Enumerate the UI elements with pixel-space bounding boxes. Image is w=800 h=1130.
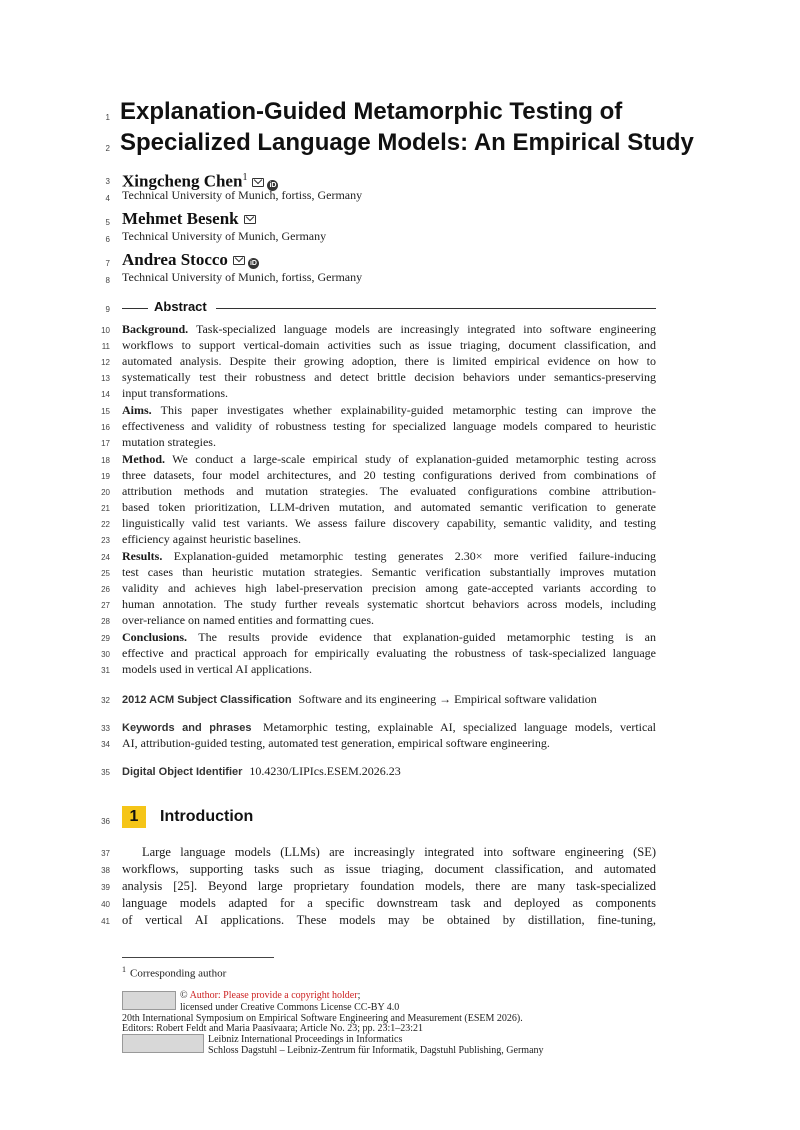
line-number: 6 bbox=[105, 235, 110, 244]
series-line: Leibniz International Proceedings in Informatics bbox=[208, 1034, 403, 1045]
author-footnote-mark: 1 bbox=[242, 172, 248, 183]
author-name: Xingcheng Chen$^1$iD bbox=[122, 171, 277, 191]
paper-title-line-1: Explanation-Guided Metamorphic Testing of bbox=[120, 98, 623, 125]
line-number: 3 bbox=[105, 177, 110, 186]
line-number: 7 bbox=[105, 259, 110, 268]
intro-line: of vertical AI applications. These models may be obtained by distillation, fine-tuning, bbox=[122, 913, 656, 927]
intro-line: workflows, supporting tasks such as issue triaging, document classification, and automated bbox=[122, 862, 656, 876]
intro-line: language models adapted for a specific downstream task and deployed as components bbox=[122, 896, 656, 910]
acm-classification: 2012 ACM Subject Classification Software and its engineering → Empirical software validation bbox=[122, 692, 597, 706]
abstract-line: attribution methods and mutation strategies. The evaluated configurations combine attribution- bbox=[122, 484, 656, 498]
line-number: 2 bbox=[105, 144, 110, 153]
keywords: Keywords and phrases Metamorphic testing, explainable AI, specialized language models, vertical bbox=[122, 720, 656, 734]
line-number: 23 bbox=[101, 536, 110, 545]
abstract-line: Aims. This paper investigates whether explainability-guided metamorphic testing can improve the bbox=[122, 403, 656, 417]
line-number: 25 bbox=[101, 569, 110, 578]
abstract-line: workflows to support vertical-domain activities such as issue triaging, document classification, and bbox=[122, 338, 656, 352]
license-line: licensed under Creative Commons License CC-BY 4.0 bbox=[180, 1002, 400, 1013]
line-number: 39 bbox=[101, 883, 110, 892]
abstract-line: automated analysis. Despite their growing adoption, there is limited empirical evidence on how to bbox=[122, 354, 656, 368]
section-number: 1 bbox=[122, 806, 146, 828]
line-number: 20 bbox=[101, 488, 110, 497]
line-number: 36 bbox=[101, 817, 110, 826]
abstract-line: systematically test their robustness and detect brittle decision behaviors under semantics-preserving bbox=[122, 370, 656, 384]
orcid-icon[interactable]: iD bbox=[269, 181, 277, 189]
line-number: 30 bbox=[101, 650, 110, 659]
author-affiliation: Technical University of Munich, fortiss, Germany bbox=[122, 270, 363, 284]
line-number: 12 bbox=[101, 358, 110, 367]
line-number: 4 bbox=[105, 194, 110, 203]
abstract-heading bbox=[122, 299, 656, 317]
line-number: 31 bbox=[101, 666, 110, 675]
section-title: Introduction bbox=[160, 808, 254, 825]
author-name: Andrea Stocco iD bbox=[122, 250, 257, 269]
line-number: 13 bbox=[101, 374, 110, 383]
line-number: 15 bbox=[101, 407, 110, 416]
line-number: 32 bbox=[101, 696, 110, 705]
cc-license-logo bbox=[122, 991, 176, 1010]
line-number: 11 bbox=[101, 342, 110, 351]
abstract-line: based token prioritization, LLM-driven mutation, and automated semantic verification to generate bbox=[122, 500, 656, 514]
line-number: 29 bbox=[101, 634, 110, 643]
line-number: 35 bbox=[101, 768, 110, 777]
divider bbox=[216, 308, 656, 309]
line-number: 24 bbox=[101, 553, 110, 562]
abstract-line: input transformations. bbox=[122, 386, 228, 400]
author-affiliation: Technical University of Munich, Germany bbox=[122, 229, 327, 243]
line-number: 10 bbox=[101, 326, 110, 335]
intro-line: Large language models (LLMs) are increasingly integrated into software engineering (SE) bbox=[142, 845, 656, 859]
intro-line: analysis [25]. Beyond large proprietary foundation models, there are many task-specialized bbox=[122, 879, 656, 893]
abstract-line: validity and achieves high label-preservation precision among gate-accepted variants according to bbox=[122, 581, 656, 595]
author-name: Mehmet Besenk bbox=[122, 209, 256, 229]
line-number: 21 bbox=[101, 504, 110, 513]
line-number: 27 bbox=[101, 601, 110, 610]
abstract-line: three datasets, four model architectures, and 20 testing configurations derived from combinations of bbox=[122, 468, 656, 482]
line-number: 38 bbox=[101, 866, 110, 875]
section-heading bbox=[122, 806, 253, 828]
lipics-logo bbox=[122, 1034, 204, 1053]
doi-link[interactable]: 10.4230/LIPIcs.ESEM.2026.23 bbox=[249, 764, 401, 778]
abstract-line: over-reliance on named entities and formatting cues. bbox=[122, 613, 374, 627]
line-number: 33 bbox=[101, 724, 110, 733]
footnote-divider bbox=[122, 957, 274, 958]
copyright-line: © Author: Please provide a copyright holder; bbox=[180, 990, 361, 1001]
editors-line: Editors: Robert Feldt and Maria Paasivaara; Article No. 23; pp. 23:1–23:21 bbox=[122, 1023, 424, 1034]
line-number: 26 bbox=[101, 585, 110, 594]
author-affiliation: Technical University of Munich, fortiss, Germany bbox=[122, 188, 363, 202]
paper-title-line-2: Specialized Language Models: An Empirical Study bbox=[120, 129, 694, 156]
abstract-line: linguistically valid test variants. We assess failure discovery capability, semantic validity, and testing bbox=[122, 516, 656, 530]
abstract-line: Method. We conduct a large-scale empirical study of explanation-guided metamorphic testing across bbox=[122, 452, 656, 466]
mail-icon[interactable] bbox=[252, 178, 264, 187]
line-number: 5 bbox=[105, 218, 110, 227]
abstract-line: test cases than heuristic mutation strategies. Semantic verification substantially improves mutation bbox=[122, 565, 656, 579]
line-number: 28 bbox=[101, 617, 110, 626]
line-number: 14 bbox=[101, 390, 110, 399]
line-number: 8 bbox=[105, 276, 110, 285]
abstract-line: effective and practical approach for empirically evaluating the robustness of task-specialized language bbox=[122, 646, 656, 660]
line-number: 37 bbox=[101, 849, 110, 858]
abstract-line: effectiveness and validity of robustness testing for specialized language models compared to heuristic bbox=[122, 419, 656, 433]
abstract-line: Results. Explanation-guided metamorphic testing generates 2.30× more verified failure-inducing bbox=[122, 549, 656, 563]
abstract-line: efficiency against heuristic baselines. bbox=[122, 532, 302, 546]
line-number: 18 bbox=[101, 456, 110, 465]
line-number: 1 bbox=[105, 113, 110, 122]
publisher-line: Schloss Dagstuhl – Leibniz-Zentrum für Informatik, Dagstuhl Publishing, Germany bbox=[208, 1045, 544, 1056]
line-number: 41 bbox=[101, 917, 110, 926]
mail-icon[interactable] bbox=[233, 256, 245, 265]
conference-line: 20th International Symposium on Empirical Software Engineering and Measurement (ESEM 2026). bbox=[122, 1013, 523, 1024]
line-number: 9 bbox=[105, 305, 110, 314]
abstract-line: models used in vertical AI applications. bbox=[122, 662, 312, 676]
abstract-line: Background. Task-specialized language models are increasingly integrated into software engineering bbox=[122, 322, 656, 336]
abstract-label: Abstract bbox=[154, 299, 207, 314]
line-number: 22 bbox=[101, 520, 110, 529]
abstract-line: Conclusions. The results provide evidence that explanation-guided metamorphic testing is an bbox=[122, 630, 656, 644]
line-number: 17 bbox=[101, 439, 110, 448]
line-number: 16 bbox=[101, 423, 110, 432]
line-number: 34 bbox=[101, 740, 110, 749]
abstract-line: mutation strategies. bbox=[122, 435, 216, 449]
footnote: $^1$ Corresponding author bbox=[122, 965, 227, 980]
abstract-line: human annotation. The study further reveals systematic shortcut behaviors across models, including bbox=[122, 597, 656, 611]
line-number: 19 bbox=[101, 472, 110, 481]
orcid-icon[interactable]: iD bbox=[249, 260, 257, 267]
doi: Digital Object Identifier 10.4230/LIPIcs.ESEM.2026.23 bbox=[122, 764, 401, 778]
line-number: 40 bbox=[101, 900, 110, 909]
divider bbox=[122, 308, 148, 309]
mail-icon[interactable] bbox=[244, 215, 256, 224]
keywords: AI, attribution-guided testing, automated test generation, empirical software engineering. bbox=[122, 736, 550, 750]
